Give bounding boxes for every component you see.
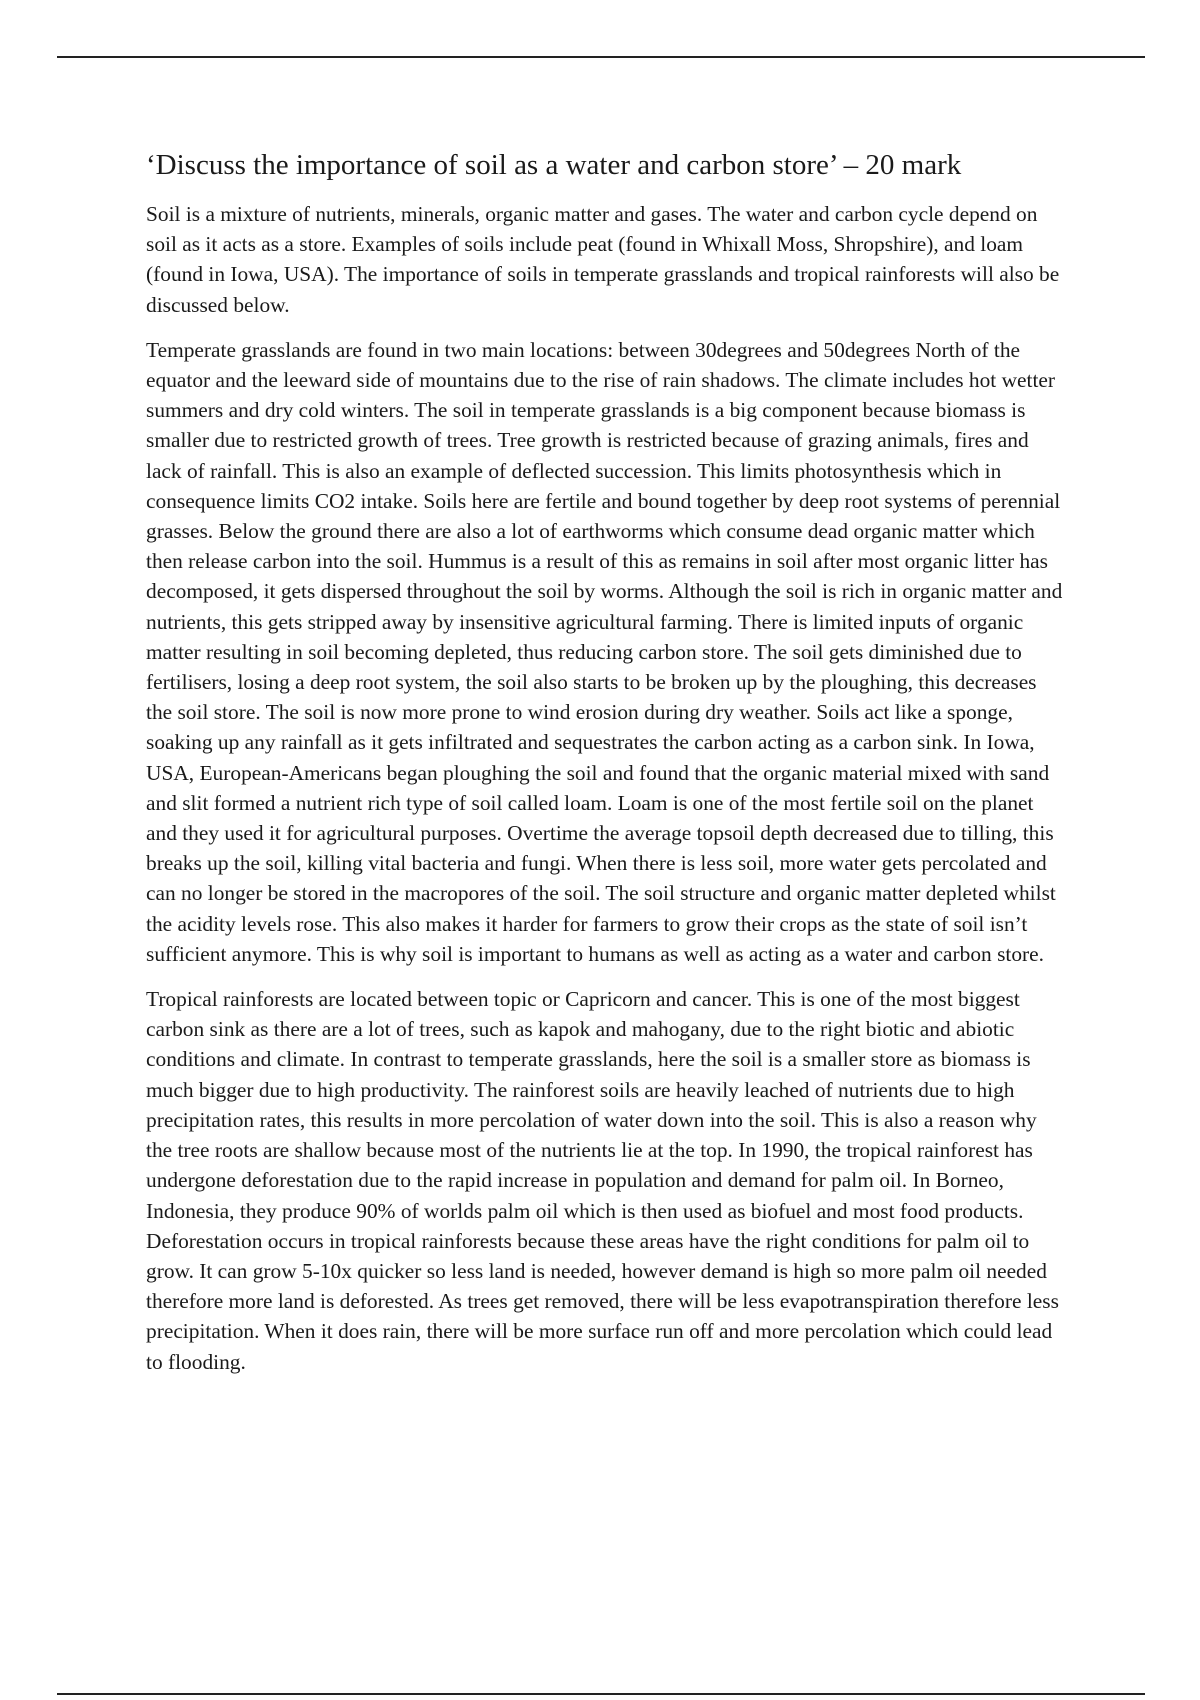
paragraph-tropical-rainforests: Tropical rainforests are located between topic or Capricorn and cancer. This is one of the most biggest carbon sink as there are a lot of trees, such as kapok and mahogany, due to the right biotic and abiotic conditions and climate. In contrast to temperate grasslands, here the soil is a smaller store as biomass is much bigger due to high productivity. The rainforest soils are heavily leached of nutrients due to high precipitation rates, this results in more percolation of water down into the soil. This is also a reason why the tree roots are shallow because most of the nutrients lie at the top. In 1990, the tropical rainforest has undergone deforestation due to the rapid increase in population and demand for palm oil. In Borneo, Indonesia, they produce 90% of worlds palm oil which is then used as biofuel and most food products. Deforestation occurs in tropical rainforests because these areas have the right conditions for palm oil to grow. It can grow 5-10x quicker so less land is needed, however demand is high so more palm oil needed therefore more land is deforested. As trees get removed, there will be less evapotranspiration therefore less precipitation. When it does rain, there will be more surface run off and more percolation which could lead to flooding. [146,987,1059,1374]
footer-rule [57,1693,1145,1695]
paragraph-temperate-grasslands: Temperate grasslands are found in two main locations: between 30degrees and 50degrees North of the equator and the leeward side of mountains due to the rise of rain shadows. The climate includes hot wetter summers and dry cold winters. The soil in temperate grasslands is a big component because biomass is smaller due to restricted growth of trees. Tree growth is restricted because of grazing animals, fires and lack of rainfall. This is also an example of deflected succession. This limits photosynthesis which in consequence limits CO2 intake. Soils here are fertile and bound together by deep root systems of perennial grasses. Below the ground there are also a lot of earthworms which consume dead organic matter which then release carbon into the soil. Hummus is a result of this as remains in soil after most organic litter has decomposed, it gets dispersed throughout the soil by worms. Although the soil is rich in organic matter and nutrients, this gets stripped away by insensitive agricultural farming. There is limited inputs of organic matter resulting in soil becoming depleted, thus reducing carbon store. The soil gets diminished due to fertilisers, losing a deep root system, the soil also starts to be broken up by the ploughing, this decreases the soil store. The soil is now more prone to wind erosion during dry weather. Soils act like a sponge, soaking up any rainfall as it gets infiltrated and sequestrates the carbon acting as a carbon sink. In Iowa, USA, European-Americans began ploughing the soil and found that the organic material mixed with sand and slit formed a nutrient rich type of soil called loam. Loam is one of the most fertile soil on the planet and they used it for agricultural purposes. Overtime the average topsoil depth decreased due to tilling, this breaks up the soil, killing vital bacteria and fungi. When there is less soil, more water gets percolated and can no longer be stored in the macropores of the soil. The soil structure and organic matter depleted whilst the acidity levels rose. This also makes it harder for farmers to grow their crops as the state of soil isn’t sufficient anymore. This is why soil is important to humans as well as acting as a water and carbon store. [146,337,1063,966]
paragraph-introduction: Soil is a mixture of nutrients, minerals, organic matter and gases. The water and carbon cycle depend on soil as it acts as a store. Examples of soils include peat (found in Whixall Moss, Shropshire), and loam (found in Iowa, USA). The importance of soils in temperate grasslands and tropical rainforests will also be discussed below. [146,202,1060,317]
header-rule [57,56,1145,58]
document-body [146,145,1066,1392]
essay-title: ‘Discuss the importance of soil as a water and carbon store’ – 20 mark [146,149,962,181]
